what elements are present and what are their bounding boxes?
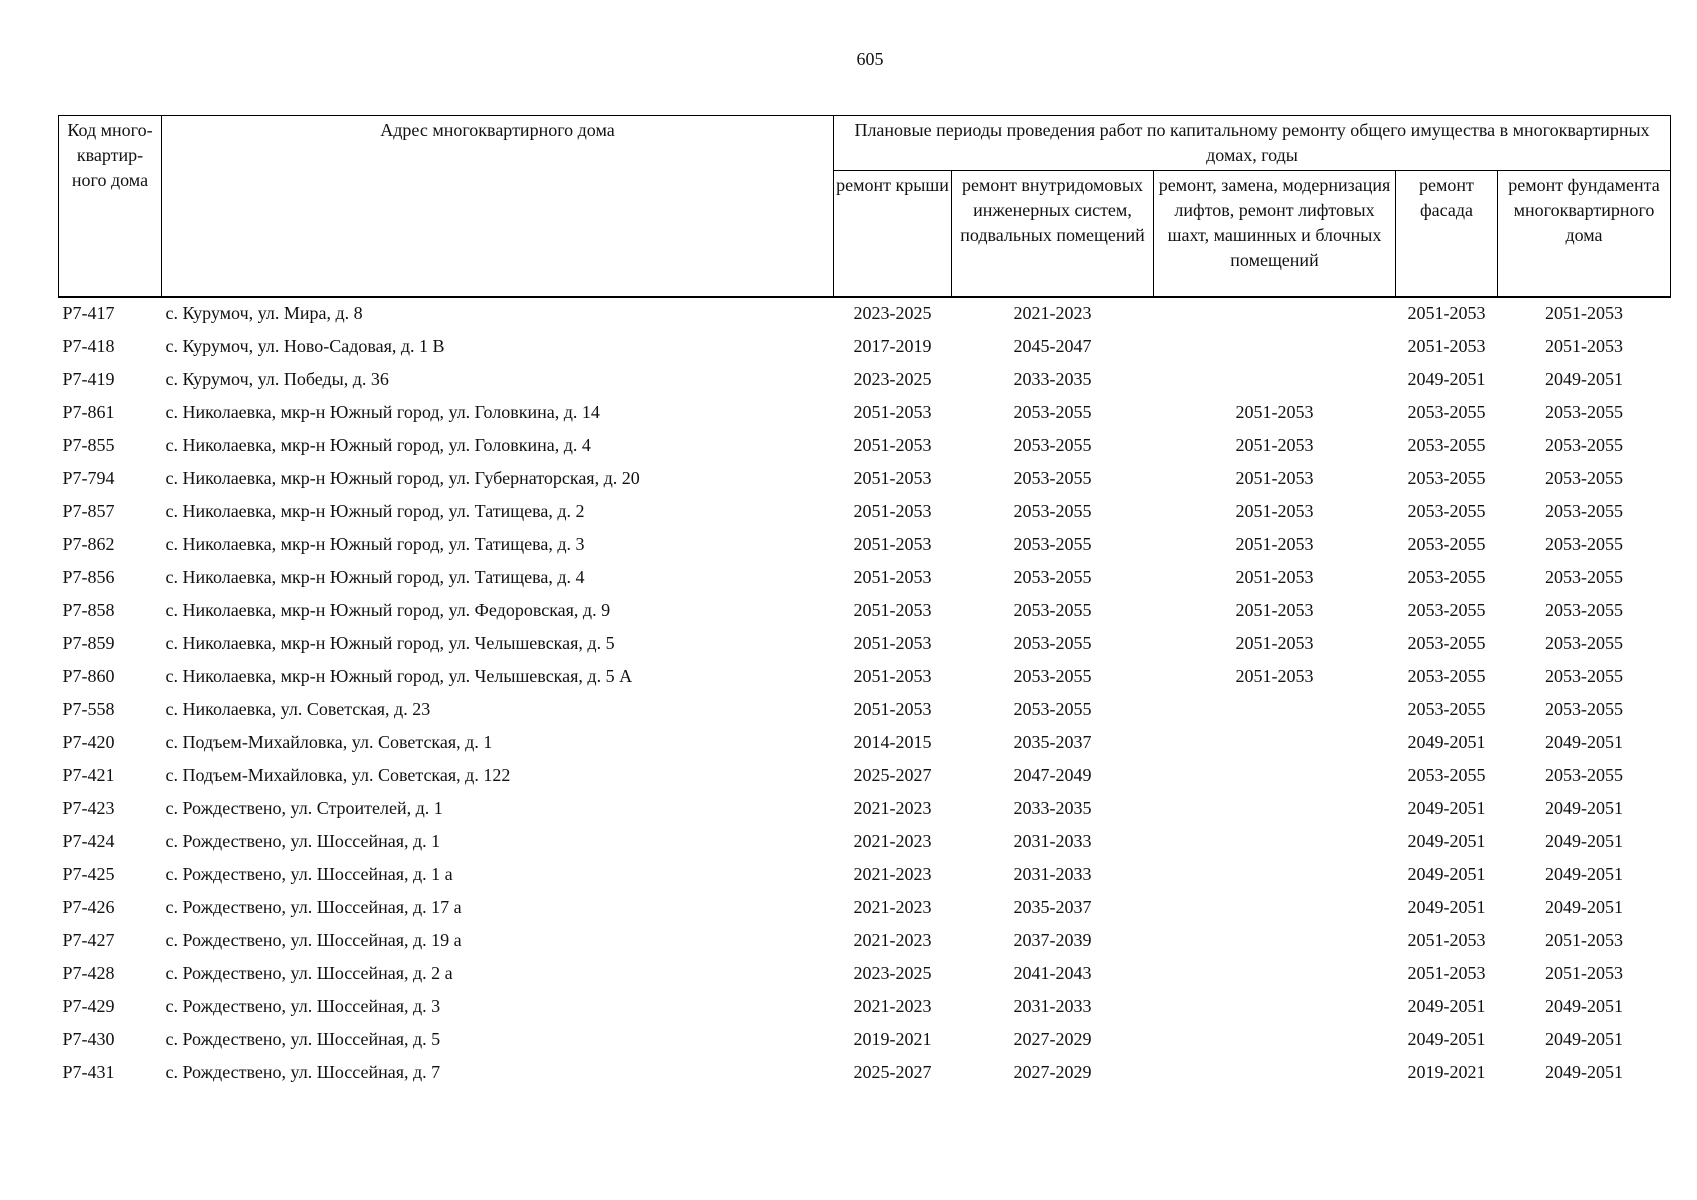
- cell-roof: 2051-2053: [853, 699, 932, 719]
- table-row: [59, 400, 1671, 433]
- cell-facade: 2053-2055: [1407, 699, 1486, 719]
- cell-address: с. Николаевка, мкр-н Южный город, ул. Челышевская, д. 5: [165, 633, 615, 653]
- table-row: [59, 829, 1671, 862]
- cell-facade: 2049-2051: [1407, 1029, 1486, 1049]
- cell-facade: 2051-2053: [1407, 303, 1486, 323]
- cell-facade: 2053-2055: [1407, 468, 1486, 488]
- header-address: Адрес многоквартирного дома: [162, 116, 834, 298]
- table-row: [59, 928, 1671, 961]
- cell-facade: 2049-2051: [1407, 369, 1486, 389]
- cell-facade: 2053-2055: [1407, 666, 1486, 686]
- cell-engineering: 2035-2037: [1013, 732, 1092, 752]
- header-roof: ремонт крыши: [834, 171, 952, 298]
- cell-roof: 2025-2027: [853, 765, 932, 785]
- cell-address: с. Рождествено, ул. Шоссейная, д. 2 а: [165, 963, 453, 983]
- cell-address: с. Подъем-Михайловка, ул. Советская, д. 1: [165, 732, 493, 752]
- cell-engineering: 2053-2055: [1013, 699, 1092, 719]
- cell-address: с. Рождествено, ул. Шоссейная, д. 1 а: [165, 864, 453, 884]
- table-row: [59, 697, 1671, 730]
- cell-address: с. Рождествено, ул. Шоссейная, д. 19 а: [165, 930, 462, 950]
- cell-code: Р7-423: [62, 798, 115, 818]
- cell-lifts: [1154, 1060, 1396, 1093]
- cell-address: с. Николаевка, мкр-н Южный город, ул. Татищева, д. 3: [165, 534, 585, 554]
- cell-foundation: 2053-2055: [1545, 435, 1624, 455]
- cell-facade: 2049-2051: [1407, 798, 1486, 818]
- cell-roof: 2051-2053: [853, 468, 932, 488]
- cell-code: Р7-425: [62, 864, 115, 884]
- cell-engineering: 2053-2055: [1013, 402, 1092, 422]
- cell-lifts: [1154, 862, 1396, 895]
- cell-roof: 2021-2023: [853, 831, 932, 851]
- cell-roof: 2023-2025: [853, 303, 932, 323]
- cell-roof: 2051-2053: [853, 633, 932, 653]
- cell-code: Р7-418: [62, 336, 115, 356]
- cell-foundation: 2051-2053: [1545, 930, 1624, 950]
- table-body: [59, 297, 1671, 1093]
- cell-facade: 2053-2055: [1407, 501, 1486, 521]
- cell-lifts: 2051-2053: [1235, 402, 1314, 422]
- table-row: [59, 433, 1671, 466]
- header-periods-title: [834, 116, 1671, 171]
- table-row: [59, 499, 1671, 532]
- cell-lifts: [1154, 994, 1396, 1027]
- cell-engineering: 2027-2029: [1013, 1062, 1092, 1082]
- cell-engineering: 2021-2023: [1013, 303, 1092, 323]
- cell-lifts: 2051-2053: [1235, 501, 1314, 521]
- cell-engineering: 2027-2029: [1013, 1029, 1092, 1049]
- table-header: [59, 116, 1671, 298]
- cell-facade: 2049-2051: [1407, 864, 1486, 884]
- cell-foundation: 2049-2051: [1545, 864, 1624, 884]
- cell-address: с. Николаевка, мкр-н Южный город, ул. Головкина, д. 4: [165, 435, 591, 455]
- cell-lifts: 2051-2053: [1235, 633, 1314, 653]
- header-engineering: ремонт внутридомовых инженерных систем, подвальных помещений: [952, 171, 1154, 298]
- header-foundation: ремонт фундамента многоквартирного дома: [1498, 171, 1671, 298]
- cell-foundation: 2053-2055: [1545, 633, 1624, 653]
- table-row: [59, 367, 1671, 400]
- cell-address: с. Рождествено, ул. Шоссейная, д. 17 а: [165, 897, 462, 917]
- cell-foundation: 2053-2055: [1545, 765, 1624, 785]
- cell-address: с. Николаевка, мкр-н Южный город, ул. Федоровская, д. 9: [165, 600, 611, 620]
- table-row: [59, 895, 1671, 928]
- cell-code: Р7-417: [62, 303, 115, 323]
- cell-engineering: 2041-2043: [1013, 963, 1092, 983]
- cell-address: с. Рождествено, ул. Шоссейная, д. 3: [165, 996, 441, 1016]
- cell-address: с. Рождествено, ул. Шоссейная, д. 1: [165, 831, 441, 851]
- header-facade: ремонт фасада: [1396, 171, 1498, 298]
- cell-address: с. Подъем-Михайловка, ул. Советская, д. 122: [165, 765, 511, 785]
- cell-facade: 2051-2053: [1407, 336, 1486, 356]
- cell-engineering: 2053-2055: [1013, 633, 1092, 653]
- cell-foundation: 2053-2055: [1545, 501, 1624, 521]
- cell-code: Р7-419: [62, 369, 115, 389]
- table-row: [59, 532, 1671, 565]
- cell-address: с. Курумоч, ул. Победы, д. 36: [165, 369, 389, 389]
- cell-address: с. Николаевка, мкр-н Южный город, ул. Головкина, д. 14: [165, 402, 600, 422]
- cell-facade: 2053-2055: [1407, 435, 1486, 455]
- table-row: [59, 565, 1671, 598]
- cell-address: с. Николаевка, мкр-н Южный город, ул. Татищева, д. 2: [165, 501, 585, 521]
- cell-foundation: 2053-2055: [1545, 600, 1624, 620]
- table-row: [59, 598, 1671, 631]
- cell-lifts: [1154, 1027, 1396, 1060]
- cell-code: Р7-861: [62, 402, 115, 422]
- cell-address: с. Курумоч, ул. Ново-Садовая, д. 1 В: [165, 336, 445, 356]
- cell-facade: 2049-2051: [1407, 897, 1486, 917]
- cell-foundation: 2049-2051: [1545, 369, 1624, 389]
- table-row: [59, 297, 1671, 334]
- cell-engineering: 2053-2055: [1013, 501, 1092, 521]
- cell-code: Р7-430: [62, 1029, 115, 1049]
- cell-facade: 2053-2055: [1407, 633, 1486, 653]
- cell-engineering: 2033-2035: [1013, 798, 1092, 818]
- cell-roof: 2021-2023: [853, 798, 932, 818]
- cell-address: с. Николаевка, мкр-н Южный город, ул. Челышевская, д. 5 А: [165, 666, 633, 686]
- cell-roof: 2051-2053: [853, 435, 932, 455]
- cell-code: Р7-794: [62, 468, 115, 488]
- cell-lifts: [1154, 829, 1396, 862]
- cell-lifts: 2051-2053: [1235, 534, 1314, 554]
- cell-foundation: 2051-2053: [1545, 303, 1624, 323]
- cell-lifts: [1154, 796, 1396, 829]
- cell-engineering: 2031-2033: [1013, 864, 1092, 884]
- cell-foundation: 2049-2051: [1545, 996, 1624, 1016]
- cell-foundation: 2049-2051: [1545, 732, 1624, 752]
- cell-roof: 2025-2027: [853, 1062, 932, 1082]
- cell-lifts: 2051-2053: [1235, 600, 1314, 620]
- cell-lifts: [1154, 961, 1396, 994]
- table-row: [59, 664, 1671, 697]
- cell-facade: 2049-2051: [1407, 831, 1486, 851]
- cell-roof: 2051-2053: [853, 534, 932, 554]
- cell-facade: 2053-2055: [1407, 534, 1486, 554]
- cell-code: Р7-856: [62, 567, 115, 587]
- cell-engineering: 2037-2039: [1013, 930, 1092, 950]
- cell-code: Р7-859: [62, 633, 115, 653]
- cell-roof: 2021-2023: [853, 996, 932, 1016]
- cell-code: Р7-427: [62, 930, 115, 950]
- cell-roof: 2051-2053: [853, 567, 932, 587]
- header-periods-title-text: Плановые периоды проведения работ по капитальному ремонту общего имущества в многоквартирных домах, годы: [854, 120, 1650, 165]
- table-row: [59, 763, 1671, 796]
- cell-code: Р7-421: [62, 765, 115, 785]
- table-row: [59, 961, 1671, 994]
- cell-roof: 2023-2025: [853, 963, 932, 983]
- cell-engineering: 2053-2055: [1013, 666, 1092, 686]
- cell-engineering: 2033-2035: [1013, 369, 1092, 389]
- cell-foundation: 2053-2055: [1545, 699, 1624, 719]
- cell-lifts: [1154, 730, 1396, 763]
- cell-lifts: [1154, 697, 1396, 730]
- cell-lifts: 2051-2053: [1235, 666, 1314, 686]
- cell-code: Р7-429: [62, 996, 115, 1016]
- cell-engineering: 2053-2055: [1013, 600, 1092, 620]
- cell-foundation: 2053-2055: [1545, 666, 1624, 686]
- cell-address: с. Николаевка, ул. Советская, д. 23: [165, 699, 431, 719]
- cell-facade: 2053-2055: [1407, 600, 1486, 620]
- cell-roof: 2021-2023: [853, 864, 932, 884]
- cell-address: с. Николаевка, мкр-н Южный город, ул. Татищева, д. 4: [165, 567, 585, 587]
- cell-roof: 2014-2015: [853, 732, 932, 752]
- cell-facade: 2049-2051: [1407, 732, 1486, 752]
- header-code: Код много-квартир-ного дома: [59, 116, 162, 298]
- cell-engineering: 2045-2047: [1013, 336, 1092, 356]
- cell-foundation: 2051-2053: [1545, 963, 1624, 983]
- cell-foundation: 2049-2051: [1545, 897, 1624, 917]
- capital-repair-table: [58, 115, 1671, 1093]
- cell-foundation: 2053-2055: [1545, 468, 1624, 488]
- cell-engineering: 2031-2033: [1013, 831, 1092, 851]
- cell-foundation: 2051-2053: [1545, 336, 1624, 356]
- cell-code: Р7-426: [62, 897, 115, 917]
- cell-roof: 2021-2023: [853, 930, 932, 950]
- table-row: [59, 730, 1671, 763]
- cell-facade: 2051-2053: [1407, 963, 1486, 983]
- cell-lifts: [1154, 297, 1396, 334]
- cell-facade: 2053-2055: [1407, 402, 1486, 422]
- cell-engineering: 2053-2055: [1013, 567, 1092, 587]
- cell-roof: 2051-2053: [853, 501, 932, 521]
- cell-foundation: 2049-2051: [1545, 798, 1624, 818]
- cell-engineering: 2031-2033: [1013, 996, 1092, 1016]
- table-row: [59, 862, 1671, 895]
- cell-engineering: 2053-2055: [1013, 534, 1092, 554]
- cell-roof: 2051-2053: [853, 666, 932, 686]
- cell-facade: 2053-2055: [1407, 765, 1486, 785]
- cell-roof: 2017-2019: [853, 336, 932, 356]
- cell-roof: 2051-2053: [853, 600, 932, 620]
- cell-roof: 2021-2023: [853, 897, 932, 917]
- cell-foundation: 2049-2051: [1545, 1062, 1624, 1082]
- cell-roof: 2051-2053: [853, 402, 932, 422]
- table-row: [59, 796, 1671, 829]
- table-row: [59, 994, 1671, 1027]
- cell-engineering: 2047-2049: [1013, 765, 1092, 785]
- cell-code: Р7-855: [62, 435, 115, 455]
- table-row: [59, 334, 1671, 367]
- cell-facade: 2019-2021: [1407, 1062, 1486, 1082]
- cell-code: Р7-420: [62, 732, 115, 752]
- cell-code: Р7-862: [62, 534, 115, 554]
- cell-lifts: 2051-2053: [1235, 567, 1314, 587]
- table-row: [59, 466, 1671, 499]
- cell-foundation: 2053-2055: [1545, 402, 1624, 422]
- header-lifts: ремонт, замена, модернизация лифтов, ремонт лифтовых шахт, машинных и блочных помещений: [1154, 171, 1396, 298]
- cell-foundation: 2053-2055: [1545, 567, 1624, 587]
- page-number: 605: [856, 49, 884, 69]
- cell-facade: 2049-2051: [1407, 996, 1486, 1016]
- cell-lifts: 2051-2053: [1235, 468, 1314, 488]
- cell-foundation: 2053-2055: [1545, 534, 1624, 554]
- cell-lifts: [1154, 928, 1396, 961]
- cell-foundation: 2049-2051: [1545, 831, 1624, 851]
- cell-code: Р7-858: [62, 600, 115, 620]
- cell-roof: 2019-2021: [853, 1029, 932, 1049]
- cell-address: с. Рождествено, ул. Шоссейная, д. 7: [165, 1062, 441, 1082]
- cell-lifts: [1154, 367, 1396, 400]
- cell-address: с. Рождествено, ул. Шоссейная, д. 5: [165, 1029, 441, 1049]
- cell-engineering: 2035-2037: [1013, 897, 1092, 917]
- cell-address: с. Курумоч, ул. Мира, д. 8: [165, 303, 363, 323]
- cell-lifts: [1154, 895, 1396, 928]
- cell-code: Р7-860: [62, 666, 115, 686]
- cell-lifts: 2051-2053: [1235, 435, 1314, 455]
- table-row: [59, 631, 1671, 664]
- table-row: [59, 1027, 1671, 1060]
- cell-lifts: [1154, 763, 1396, 796]
- cell-lifts: [1154, 334, 1396, 367]
- cell-code: Р7-431: [62, 1062, 115, 1082]
- cell-code: Р7-857: [62, 501, 115, 521]
- cell-roof: 2023-2025: [853, 369, 932, 389]
- cell-code: Р7-558: [62, 699, 115, 719]
- cell-foundation: 2049-2051: [1545, 1029, 1624, 1049]
- cell-code: Р7-424: [62, 831, 115, 851]
- cell-address: с. Николаевка, мкр-н Южный город, ул. Губернаторская, д. 20: [165, 468, 640, 488]
- cell-engineering: 2053-2055: [1013, 435, 1092, 455]
- cell-facade: 2053-2055: [1407, 567, 1486, 587]
- table-row: [59, 1060, 1671, 1093]
- cell-address: с. Рождествено, ул. Строителей, д. 1: [165, 798, 443, 818]
- cell-engineering: 2053-2055: [1013, 468, 1092, 488]
- cell-facade: 2051-2053: [1407, 930, 1486, 950]
- cell-code: Р7-428: [62, 963, 115, 983]
